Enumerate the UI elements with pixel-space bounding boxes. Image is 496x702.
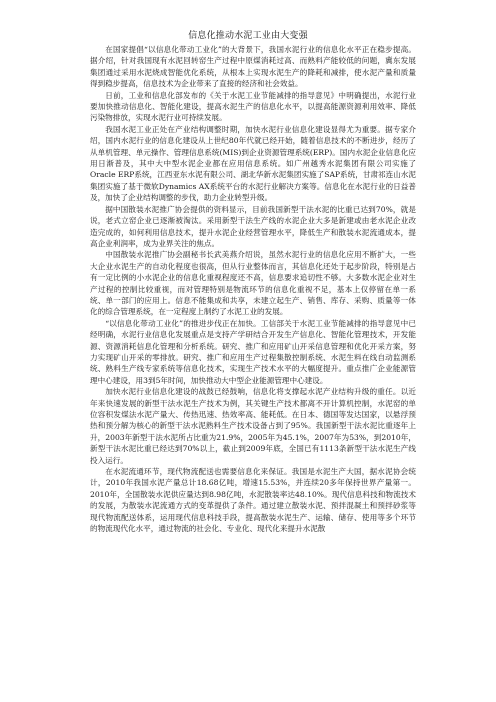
paragraph: “以信息化带动工业化”的推进步伐正在加快。工信部关于水泥工业节能减排的指导意见中已经明确，水泥行业信息化发展重点是支持产学研结合开发生产信息化、智能化管理技术，开发能源、资源消耗信息化管理和分析系统。研究、推广和应用矿山开采信息管理和优化开采方案，努力实现矿山开采的零排放。研究、推广和应用生产过程集散控制系统、水泥生料在线自动监测系统、熟料生产线专家系统等信息化技术，实现生产技术水平的大幅度提升。重点推广企业能源管理中心建设，用3到5年时间，加快推动大中型企业能源管理中心建设。 xyxy=(90,318,416,385)
document-body xyxy=(90,44,416,534)
document-title: 信息化推动水泥工业由大变强 xyxy=(188,31,308,41)
paragraph: 在水泥流通环节，现代物流配送也需要信息化来保证。我国是水泥生产大国，据水泥协会统计，2010年我国水泥产量总计18.68亿吨，增速15.53%，并连续20多年保持世界产量第一。2010年，全国散装水泥供应量达到8.98亿吨，水泥散装率达48.10%。现代信息科技和物流技术的发展，为散装水泥流通方式的变革提供了条件。通过建立散装水泥、预拌混凝土和预拌砂浆等现代物流配送体系，运用现代信息科技手段，提高散装水泥生产、运输、储存、使用等多个环节的物流现代化水平，通过物流的社会化、专业化、现代化来提升水泥散 xyxy=(90,467,416,534)
paragraph: 中国散装水泥推广协会副秘书长武美燕介绍说，虽然水泥行业的信息化应用不断扩大，一些大企业水泥生产的自动化程度也很高，但从行业整体而言，其信息化还处于起步阶段，特别是占有一定比例的小水泥企业的信息化重视程度还不高，信息要求追切性不够。大多数水泥企业对生产过程的控制比较重视，而对管理特别是物流环节的信息化重视不足，基本上仅停留在单一系统、单一部门的应用上。信息不能集成和共享，未建立起生产、销售、库存、采购、质量等一体化的综合管理系统，在一定程度上制约了水泥工业的发展。 xyxy=(90,250,416,317)
paragraph: 我国水泥工业正处在产业结构调整时期，加快水泥行业信息化建设显得尤为重要。据专家介绍，国内水泥行业的信息化建设从上世纪80年代就已经开始，随着信息技术的不断进步，经历了从单机管理、单元操作、管理信息系统(MIS)到企业资源管理系统(ERP)。国内水泥企业信息化应用日渐普及，其中大中型水泥企业都在应用信息系统。如广州越秀水泥集团有限公司实施了Oracle ERP系统，江西亚东水泥有限公司、湖北华新水泥集团实施了SAP系统，甘肃祁连山水泥集团实施了基于微软Dynamics AX系统平台的水泥行业解决方案等。信息化在水泥行业的日益普及，加快了企业结构调整的步伐，助力企业转型升级。 xyxy=(90,124,416,203)
paragraph: 加快水泥行业信息化建设的战鼓已经鼓响，信息化将支撑起水泥产业结构升级的重任。以近年来快速发展的新型干法水泥生产技术为例，其关键生产技术都离不开计算机控制，水泥窑的单位容积发煤法水泥产量大、传热迅速、热效率高、能耗低。在日本、德国等发达国家，以悬浮预热和预分解为核心的新型干法水泥熟料生产技术设备占到了95%。我国新型干法水泥比重逐年上升，2003年新型干法水泥所占比重为21.9%，2005年为45.1%，2007年为53%，到2010年，新型干法水泥比重已经达到70%以上，截止到2009年底，全国已有1113条新型干法水泥生产线投入运行。 xyxy=(90,387,416,465)
paragraph: 日前，工业和信息化部发布的《关于水泥工业节能减排的指导意见》中明确提出，水泥行业要加快推动信息化、智能化建设，提高水泥生产的信息化水平，以提高能源资源利用效率、降低污染物排放，实现水泥行业可持续发展。 xyxy=(90,90,416,123)
paragraph: 在国家提倡“以信息化带动工业化”的大背景下，我国水泥行业的信息化水平正在稳步提高。据介绍，针对我国现有水泥回转窑生产过程中原煤消耗过高、而熟料产能较低的问题，冀东发展集团通过采用水泥烧成智能优化系统，从根本上实现水泥生产的降耗和减排，使水泥产量和质量得到稳步提高，信息技术为企业带来了直接的经济和社会效益。 xyxy=(90,45,416,89)
paragraph: 据中国散装水泥推广协会提供的资料显示，目前我国新型干法水泥的比重已达到70%，就是说，老式立窑企业已逐渐被淘汰。采用新型干法生产线的水泥企业大多是新建或由老水泥企业改造完成的，如何利用信息技术，提升水泥企业经营管理水平，降低生产和散装水泥流通成本，提高企业利润率，成为业界关注的焦点。 xyxy=(90,204,416,248)
